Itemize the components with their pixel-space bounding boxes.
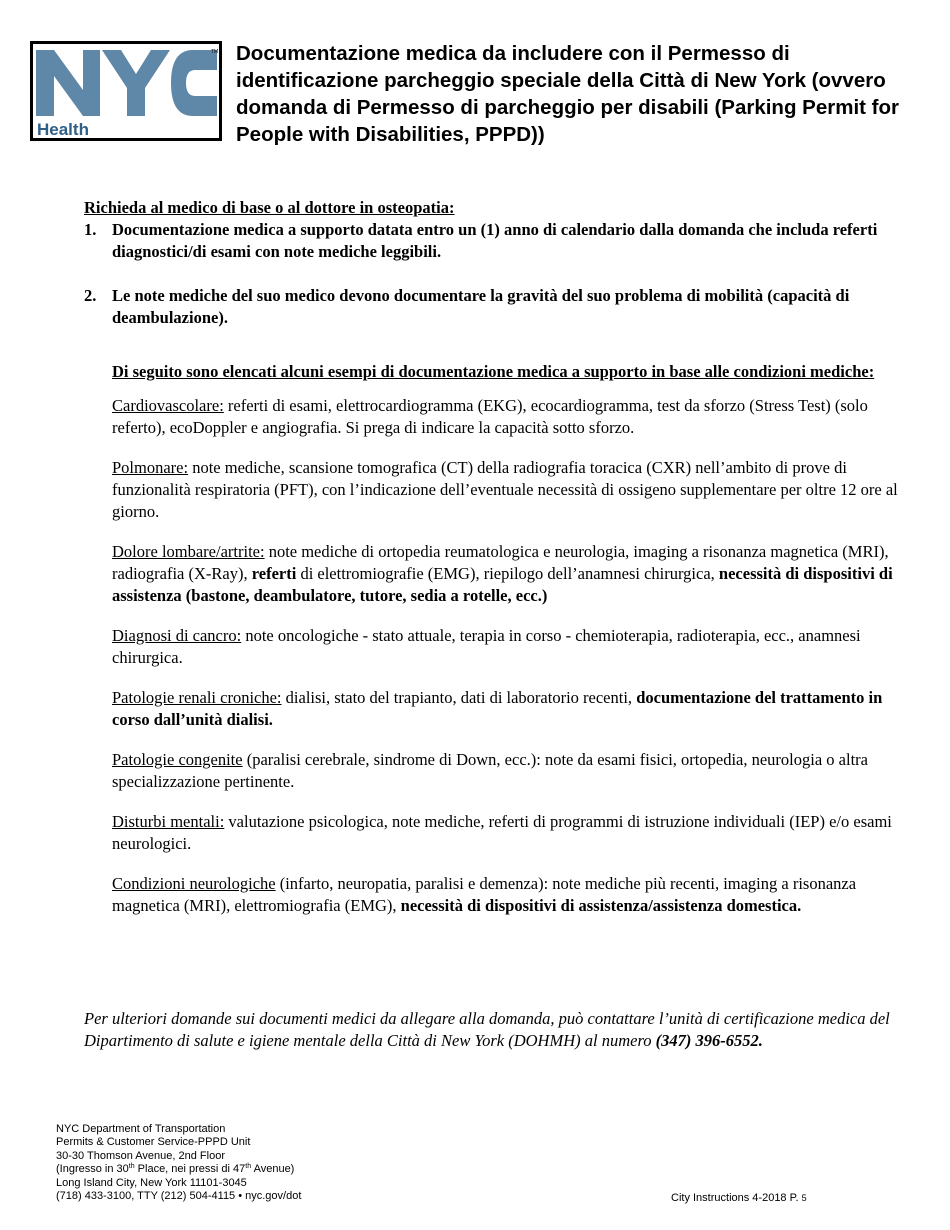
main-content xyxy=(84,197,914,935)
condition-pulmonary xyxy=(112,457,914,523)
footer-text: Place, nei pressi di 47 xyxy=(134,1163,246,1176)
condition-text: (infarto, neuropatia, paralisi e demenza): note mediche più recenti, imaging a risonanza magnetica (MRI), elettromiografia (EMG), xyxy=(112,874,857,915)
condition-back-pain xyxy=(112,541,914,607)
footer-superscript: th xyxy=(128,1163,135,1171)
condition-label: Condizioni neurologiche xyxy=(112,874,276,893)
nyc-health-logo xyxy=(30,41,222,141)
footer-line: NYC Department of Transportation xyxy=(56,1123,226,1135)
page-title: Documentazione medica da includere con il Permesso di identificazione parcheggio speciale della Città di New York (ovvero domanda di Permesso di parcheggio per disabili (Parking Permit for People with Disabilities, PPPD)) xyxy=(236,42,899,146)
requirement-text: Le note mediche del suo medico devono documentare la gravità del suo problema di mobilità (capacità di deambulazione). xyxy=(112,286,850,327)
footer-text: Avenue) xyxy=(251,1163,295,1176)
contact-note xyxy=(84,1008,924,1052)
requirement-text: Documentazione medica a supporto datata entro un (1) anno di calendario dalla domanda che includa referti diagnostici/di esami con note mediche leggibili. xyxy=(112,220,878,261)
condition-bold-text: documentazione del trattamento in corso dall’unità dialisi. xyxy=(112,688,883,729)
requirement-number: 1. xyxy=(84,220,97,239)
condition-text: di elettromiografie (EMG), riepilogo dell’anamnesi chirurgica, xyxy=(296,564,719,583)
condition-label: Disturbi mentali: xyxy=(112,812,225,831)
nyc-health-logo-graphic xyxy=(33,44,219,138)
condition-label: Dolore lombare/artrite: xyxy=(112,542,265,561)
condition-text: valutazione psicologica, note mediche, referti di programmi di istruzione individuali (IEP) e/o esami neurologici. xyxy=(112,812,892,853)
condition-text: note mediche di ortopedia reumatologica e neurologia, imaging a risonanza magnetica (MRI), radiografia (X-Ray), xyxy=(112,542,889,583)
examples-heading: Di seguito sono elencati alcuni esempi di documentazione medica a supporto in base alle condizioni mediche: xyxy=(112,362,875,381)
footer-line: Permits & Customer Service-PPPD Unit xyxy=(56,1136,251,1149)
footer-line: Long Island City, New York 11101-3045 xyxy=(56,1176,247,1189)
condition-cardiovascular xyxy=(112,395,914,439)
condition-bold-text: necessità di dispositivi di assistenza/assistenza domestica. xyxy=(400,896,802,915)
examples-section xyxy=(112,361,914,917)
condition-bold-text: necessità di dispositivi di assistenza (bastone, deambulatore, tutore, sedia a rotelle, ecc.) xyxy=(112,564,893,605)
condition-text: note mediche, scansione tomografica (CT) della radiografia toracica (CXR) nell’ambito di prove di funzionalità respiratoria (PFT), con l’indicazione dell’eventuale necessità di ossigeno supplementare per oltre 12 ore al giorno. xyxy=(112,458,898,521)
footer-address xyxy=(56,1123,301,1203)
condition-text: dialisi, stato del trapianto, dati di laboratorio recenti, xyxy=(281,688,637,707)
footer-line: (718) 433-3100, TTY (212) 504-4115 • nyc.gov/dot xyxy=(56,1190,302,1203)
footer-line xyxy=(56,1163,301,1176)
contact-text: Per ulteriori domande sui documenti medici da allegare alla domanda, può contattare l’unità di certificazione medica del Dipartimento di salute e igiene mentale della Città di New York (DOHMH) al numero xyxy=(84,1009,890,1050)
condition-cancer xyxy=(112,625,914,669)
footer-line: 30-30 Thomson Avenue, 2nd Floor xyxy=(56,1149,225,1162)
condition-bold-text: referti xyxy=(251,564,297,583)
page-number: 5 xyxy=(801,1193,807,1203)
page-ref-text: City Instructions 4-2018 P. xyxy=(671,1192,802,1204)
condition-text: referti di esami, elettrocardiogramma (EKG), ecocardiogramma, test da sforzo (Stress Test) (solo referto), ecoDoppler e angiografia. Si prega di indicare la capacità sotto sforzo. xyxy=(112,396,868,437)
requirement-item xyxy=(84,285,914,329)
footer-text: (Ingresso in 30 xyxy=(56,1163,129,1176)
condition-renal xyxy=(112,687,914,731)
condition-neurological xyxy=(112,873,914,917)
condition-label: Patologie congenite xyxy=(112,750,243,769)
condition-text: note oncologiche - stato attuale, terapia in corso - chemioterapia, radioterapia, ecc., anamnesi chirurgica. xyxy=(112,626,861,667)
contact-phone: (347) 396-6552. xyxy=(655,1031,763,1050)
requirement-item xyxy=(84,219,914,263)
condition-label: Cardiovascolare: xyxy=(112,396,224,415)
logo-health-text: Health xyxy=(37,120,89,138)
footer-superscript: th xyxy=(245,1163,252,1171)
condition-text: (paralisi cerebrale, sindrome di Down, ecc.): note da esami fisici, ortopedia, neurologia o altra specializzazione pertinente. xyxy=(112,750,868,791)
condition-mental xyxy=(112,811,914,855)
requirements-list xyxy=(84,219,914,329)
condition-label: Diagnosi di cancro: xyxy=(112,626,242,645)
trademark-label: TM xyxy=(211,49,219,55)
ask-heading: Richieda al medico di base o al dottore in osteopatia: xyxy=(84,198,455,217)
condition-label: Polmonare: xyxy=(112,458,189,477)
page-reference xyxy=(671,1192,807,1204)
requirement-number: 2. xyxy=(84,286,97,305)
condition-label: Patologie renali croniche: xyxy=(112,688,282,707)
condition-congenital xyxy=(112,749,914,793)
